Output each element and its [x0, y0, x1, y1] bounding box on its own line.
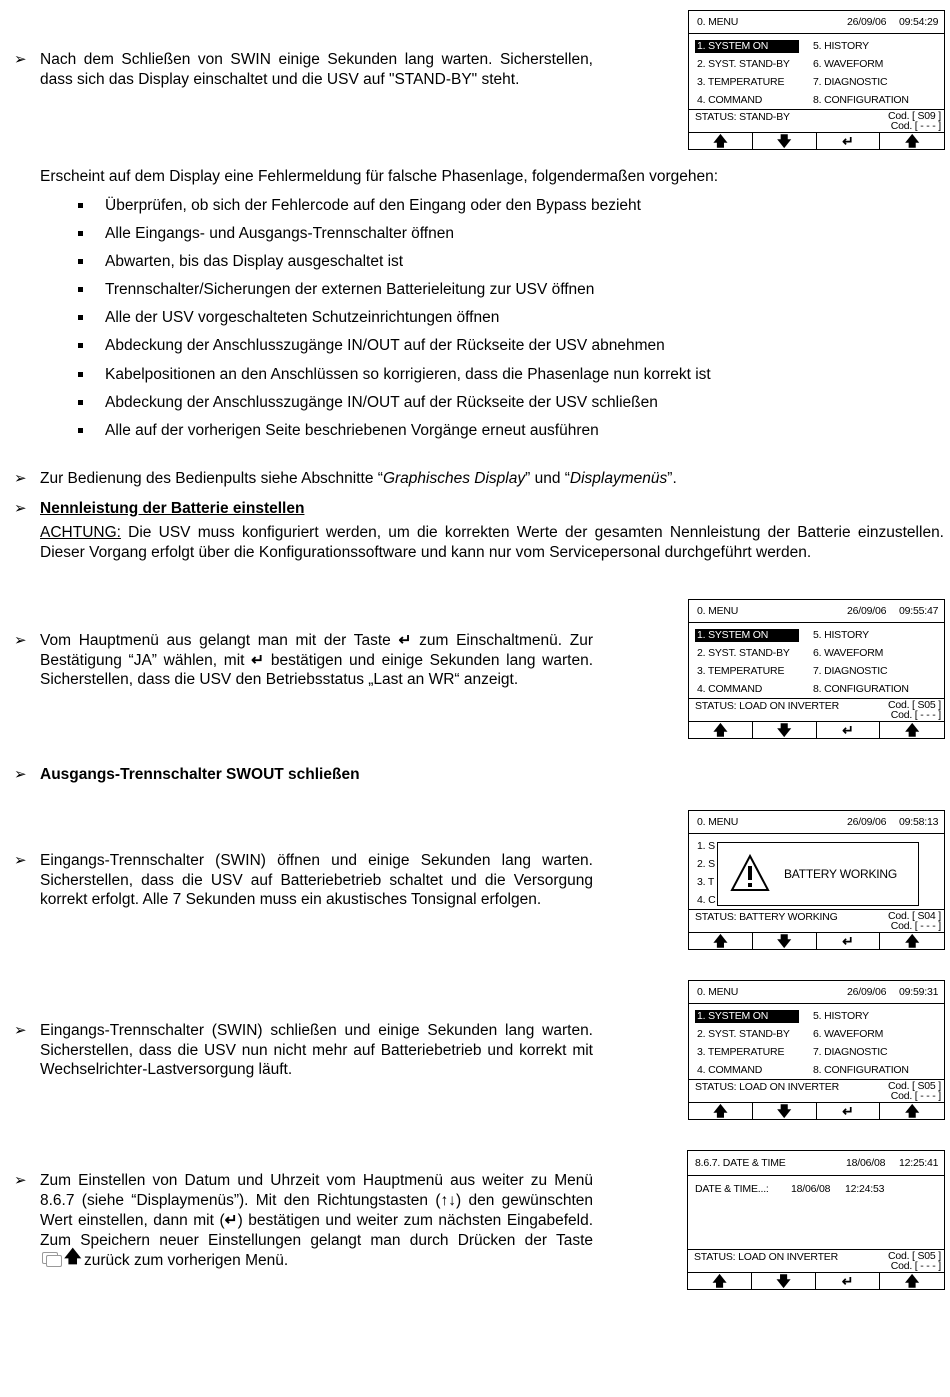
menu-item-waveform[interactable]: 6. WAVEFORM [813, 58, 884, 70]
enter-icon: ↵ [224, 1212, 238, 1229]
list-item: Alle der USV vorgeschalteten Schutzeinrichtungen öffnen [78, 308, 711, 336]
arrow-bullet-icon: ➢ [14, 632, 27, 649]
list-item: Abwarten, bis das Display ausgeschaltet ist [78, 252, 711, 280]
popup-message: BATTERY WORKING [784, 867, 898, 881]
up-key[interactable] [689, 1103, 753, 1119]
up-key[interactable] [689, 722, 753, 738]
arrow-down-icon: 🡇 [777, 722, 792, 738]
lcd-screen-load-on-inverter: 0. MENU 26/09/06 09:55:47 1. SYSTEM ON 2. SYST. STAND-BY 3. TEMPERATURE 4. COMMAND 5. HISTORY 6. WAVEFORM 7. DIAGNOSTIC 8. CONFIGURATION STATUS: LOAD ON INVERTER Cod. [ S05 ] Cod. [ - - - ] 🡅 🡇 ↵ 🡅 [688, 599, 945, 739]
warning-icon [730, 853, 770, 893]
down-key[interactable] [753, 722, 817, 738]
enter-key[interactable] [817, 722, 881, 738]
list-item: Kabelpositionen an den Anschlüssen so korrigieren, dass die Phasenlage nun korrekt ist [78, 365, 711, 393]
up-key[interactable] [689, 933, 753, 949]
step-swin-close: Eingangs-Trennschalter (SWIN) schließen und einige Sekunden lang warten. Sicherstellen, dass die USV nun nicht mehr auf Batteriebetrieb und korrekt mit Wechselrichter-Lastversorgung läuft. [40, 1022, 593, 1078]
phase-error-list [78, 196, 711, 449]
lcd-screen-date-time: 8.6.7. DATE & TIME 18/06/08 12:25:41 DATE & TIME...: 18/06/08 12:24:53 STATUS: LOAD ON INVERTER Cod. [ S05 ] Cod. [ - - - ] 🡅 🡇 ↵ 🡅 [687, 1150, 945, 1290]
date-field[interactable]: 18/06/08 [791, 1183, 831, 1195]
enter-key[interactable] [817, 133, 881, 149]
arrow-down-icon: 🡇 [777, 1103, 792, 1119]
back-key[interactable] [880, 1273, 944, 1289]
battery-warning: ACHTUNG: Die USV muss konfiguriert werden, um die korrekten Werte der gesamten Nennleistung der Batterie einzustellen. Dieser Vorgang erfolgt über die Konfigurationssoftware und kann nur vom Servicepersonal durchgeführt werden. [40, 524, 944, 561]
battery-heading: Nennleistung der Batterie einstellen [40, 500, 305, 517]
enter-key[interactable] [817, 933, 881, 949]
enter-icon: ↵ [842, 1103, 854, 1119]
menu-item-diagnostic[interactable]: 7. DIAGNOSTIC [813, 665, 888, 677]
battery-working-popup [717, 842, 919, 906]
enter-icon: ↵ [842, 722, 854, 738]
menu-item-command[interactable]: 4. COMMAND [697, 94, 763, 106]
status-text: STATUS: LOAD ON INVERTER [695, 1081, 839, 1093]
menu-item-command[interactable]: 4. COMMAND [697, 1064, 763, 1076]
arrow-up-icon: 🡅 [713, 133, 728, 149]
back-key-icon: 🡅 [40, 1251, 84, 1267]
up-down-arrows-icon: ↑↓ [440, 1192, 457, 1209]
down-key[interactable] [753, 1103, 817, 1119]
list-item: Alle Eingangs- und Ausgangs-Trennschalter öffnen [78, 224, 711, 252]
enter-key[interactable] [817, 1103, 881, 1119]
menu-item-system-on[interactable]: 1. SYSTEM ON [695, 629, 799, 642]
back-key[interactable] [880, 933, 944, 949]
status-text: STATUS: BATTERY WORKING [695, 911, 838, 923]
menu-item-standby[interactable]: 2. SYST. STAND-BY [697, 58, 790, 70]
list-item: Überprüfen, ob sich der Fehlercode auf den Eingang oder den Bypass bezieht [78, 196, 711, 224]
arrow-bullet-icon: ➢ [14, 852, 27, 869]
back-key[interactable] [880, 133, 944, 149]
down-key[interactable] [753, 933, 817, 949]
lcd-screen-standby: 0. MENU 26/09/06 09:54:29 1. SYSTEM ON 2. SYST. STAND-BY 3. TEMPERATURE 4. COMMAND 5. HISTORY 6. WAVEFORM 7. DIAGNOSTIC 8. CONFIGURATION STATUS: STAND-BY Cod. [ S09 ] Cod. [ - - - ] 🡅 🡇 ↵ 🡅 [688, 10, 945, 150]
arrow-up-icon: 🡅 [713, 933, 728, 949]
arrow-down-icon: 🡇 [777, 933, 792, 949]
up-key[interactable] [688, 1273, 752, 1289]
menu-item-system-on[interactable]: 1. SYSTEM ON [695, 40, 799, 53]
menu-item-configuration[interactable]: 8. CONFIGURATION [813, 683, 909, 695]
menu-item-standby[interactable]: 2. SYST. STAND-BY [697, 1028, 790, 1040]
up-key[interactable] [689, 133, 753, 149]
step-swin-open: Eingangs-Trennschalter (SWIN) öffnen und einige Sekunden lang warten. Sicherstellen, dass die USV auf Batteriebetrieb schaltet und die Versorgung korrekt erfolgt. Alle 7 Sekunden muss ein akustisches Tonsignal erfolgen. [40, 852, 593, 908]
enter-icon: ↵ [842, 933, 854, 949]
list-item: Alle auf der vorherigen Seite beschriebenen Vorgänge erneut ausführen [78, 421, 711, 449]
swout-heading: Ausgangs-Trennschalter SWOUT schließen [40, 766, 360, 783]
arrow-up-icon: 🡅 [905, 1103, 920, 1119]
menu-item-configuration[interactable]: 8. CONFIGURATION [813, 1064, 909, 1076]
panel-reference: Zur Bedienung des Bedienpults siehe Abschnitte “Graphisches Display” und “Displaymenüs”. [40, 470, 677, 487]
status-text: STATUS: STAND-BY [695, 111, 790, 123]
arrow-up-icon: 🡅 [905, 133, 920, 149]
menu-item-diagnostic[interactable]: 7. DIAGNOSTIC [813, 76, 888, 88]
step-start-menu: Vom Hauptmenü aus gelangt man mit der Taste ↵ zum Einschaltmenü. Zur Bestätigung “JA” wählen, mit ↵ bestätigen und einige Sekunden lang warten. Sicherstellen, dass die USV den Betriebsstatus „Last an WR“ anzeigt. [40, 632, 593, 688]
menu-item-history[interactable]: 5. HISTORY [813, 40, 869, 52]
menu-item-history[interactable]: 5. HISTORY [813, 1010, 869, 1022]
menu-item-waveform[interactable]: 6. WAVEFORM [813, 1028, 884, 1040]
arrow-up-icon: 🡅 [904, 1273, 920, 1289]
menu-item-partial: 1. S [697, 840, 715, 852]
back-key[interactable] [880, 722, 944, 738]
arrow-down-icon: 🡇 [777, 133, 792, 149]
enter-icon: ↵ [251, 651, 265, 669]
step-swin-wait: Nach dem Schließen von SWIN einige Sekunden lang warten. Sicherstellen, dass sich das Display einschaltet und die USV auf "STAND-BY" steht. [40, 51, 593, 88]
enter-icon: ↵ [842, 133, 854, 149]
menu-item-waveform[interactable]: 6. WAVEFORM [813, 647, 884, 659]
down-key[interactable] [752, 1273, 816, 1289]
arrow-down-icon: 🡇 [776, 1273, 791, 1289]
menu-item-system-on[interactable]: 1. SYSTEM ON [695, 1010, 799, 1023]
enter-icon: ↵ [841, 1273, 854, 1289]
step-date-time: Zum Einstellen von Datum und Uhrzeit vom Hauptmenü aus weiter zu Menü 8.6.7 (siehe “Displaymenüs”). Mit den Richtungstasten (↑↓) den gewünschten Wert einstellen, dann mit (↵) bestätigen und weiter zum nächsten Eingabefeld. Zum Speichern neuer Einstellungen gelangt man durch Drücken der Taste 🡅 zurück zum vorherigen Menü. [40, 1172, 594, 1269]
arrow-up-icon: 🡅 [712, 1273, 727, 1289]
menu-item-partial: 3. T [697, 876, 715, 888]
enter-key[interactable] [816, 1273, 880, 1289]
list-item: Abdeckung der Anschlusszugänge IN/OUT auf der Rückseite der USV schließen [78, 393, 711, 421]
arrow-bullet-icon: ➢ [14, 51, 27, 68]
status-text: STATUS: LOAD ON INVERTER [694, 1251, 838, 1263]
list-item: Trennschalter/Sicherungen der externen Batterieleitung zur USV öffnen [78, 280, 711, 308]
arrow-up-icon: 🡅 [713, 722, 728, 738]
lcd-screen-battery-working: 0. MENU 26/09/06 09:58:13 1. S 2. S 3. T 4. C BATTERY WORKING STATUS: BATTERY WORKING Cod. [ S04 ] Cod. [ - - - ] 🡅 🡇 ↵ 🡅 [688, 810, 945, 950]
menu-item-history[interactable]: 5. HISTORY [813, 629, 869, 641]
arrow-bullet-icon: ➢ [14, 500, 27, 517]
menu-item-temperature[interactable]: 3. TEMPERATURE [697, 76, 785, 88]
time-field[interactable]: 12:24:53 [845, 1183, 885, 1195]
menu-item-standby[interactable]: 2. SYST. STAND-BY [697, 647, 790, 659]
menu-item-configuration[interactable]: 8. CONFIGURATION [813, 94, 909, 106]
date-time-label: DATE & TIME...: [695, 1183, 769, 1195]
phase-error-intro: Erscheint auf dem Display eine Fehlermeldung für falsche Phasenlage, folgendermaßen vorgehen: [40, 168, 719, 185]
arrow-bullet-icon: ➢ [14, 1172, 27, 1189]
down-key[interactable] [753, 133, 817, 149]
list-item: Abdeckung der Anschlusszugänge IN/OUT auf der Rückseite der USV abnehmen [78, 336, 711, 364]
menu-item-diagnostic[interactable]: 7. DIAGNOSTIC [813, 1046, 888, 1058]
lcd-screen-load-on-inverter-2: 0. MENU 26/09/06 09:59:31 1. SYSTEM ON 2. SYST. STAND-BY 3. TEMPERATURE 4. COMMAND 5. HISTORY 6. WAVEFORM 7. DIAGNOSTIC 8. CONFIGURATION STATUS: LOAD ON INVERTER Cod. [ S05 ] Cod. [ - - - ] 🡅 🡇 ↵ 🡅 [688, 980, 945, 1120]
back-key[interactable] [880, 1103, 944, 1119]
menu-item-command[interactable]: 4. COMMAND [697, 683, 763, 695]
menu-item-temperature[interactable]: 3. TEMPERATURE [697, 1046, 785, 1058]
arrow-up-icon: 🡅 [713, 1103, 728, 1119]
status-text: STATUS: LOAD ON INVERTER [695, 700, 839, 712]
menu-item-partial: 2. S [697, 858, 715, 870]
arrow-up-icon: 🡅 [905, 722, 920, 738]
arrow-bullet-icon: ➢ [14, 1022, 27, 1039]
menu-item-partial: 4. C [697, 894, 716, 906]
arrow-bullet-icon: ➢ [14, 766, 27, 783]
menu-item-temperature[interactable]: 3. TEMPERATURE [697, 665, 785, 677]
enter-icon: ↵ [398, 632, 412, 649]
arrow-bullet-icon: ➢ [14, 470, 27, 487]
arrow-up-icon: 🡅 [905, 933, 920, 949]
